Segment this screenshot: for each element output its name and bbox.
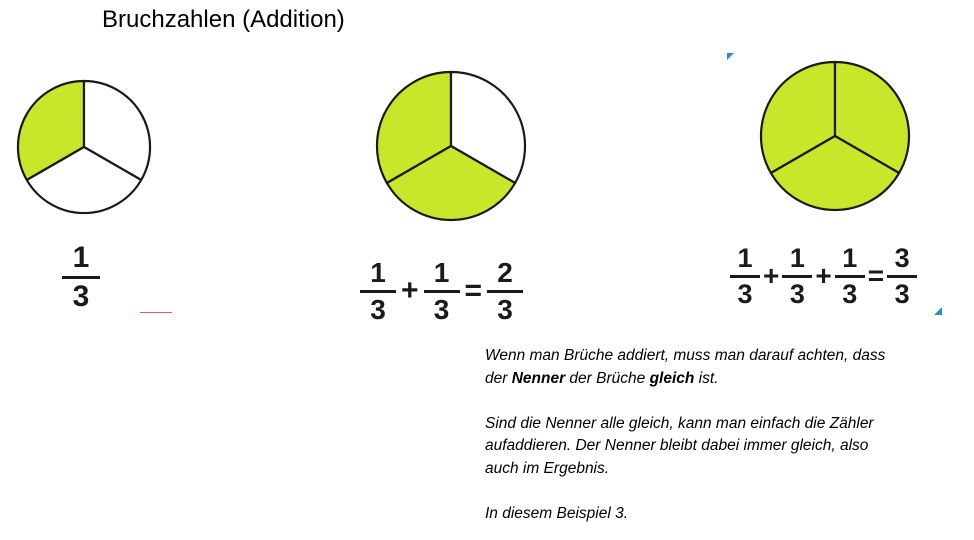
denominator: 3 bbox=[894, 278, 910, 309]
red-mark-line bbox=[140, 312, 172, 313]
equation-two-thirds bbox=[360, 259, 523, 324]
emphasis-gleich: gleich bbox=[649, 369, 695, 387]
explanation-paragraph-3: In diesem Beispiel 3. bbox=[485, 504, 629, 522]
numerator: 2 bbox=[497, 257, 513, 288]
text-run: Wenn man Brüche addiert, muss man darauf achten, dass der bbox=[485, 347, 886, 387]
fraction-bar bbox=[835, 275, 865, 278]
pie-two-thirds bbox=[374, 68, 528, 224]
corner-mark-bottom-right bbox=[934, 307, 942, 315]
result-fraction bbox=[887, 245, 917, 308]
explanation-paragraph-1 bbox=[485, 345, 905, 390]
corner-mark-top-left bbox=[727, 53, 734, 60]
explanation-text bbox=[485, 345, 905, 525]
numerator: 1 bbox=[789, 243, 805, 273]
denominator: 3 bbox=[737, 278, 753, 309]
plus-sign: + bbox=[401, 274, 419, 308]
fraction-one-third bbox=[62, 243, 100, 312]
plus-sign: + bbox=[763, 260, 780, 292]
fraction-bar bbox=[360, 290, 396, 293]
term-fraction bbox=[360, 259, 396, 324]
fraction-bar bbox=[782, 275, 812, 278]
equals-sign: = bbox=[867, 260, 885, 292]
emphasis-nenner: Nenner bbox=[511, 369, 566, 387]
fraction-bar bbox=[424, 290, 460, 293]
denominator: 3 bbox=[370, 293, 386, 325]
numerator: 1 bbox=[433, 257, 450, 288]
term-fraction bbox=[835, 245, 865, 308]
plus-sign: + bbox=[815, 260, 832, 292]
numerator: 3 bbox=[894, 243, 910, 273]
numerator: 1 bbox=[737, 243, 753, 273]
fraction-bar bbox=[730, 275, 760, 278]
numerator: 1 bbox=[72, 241, 90, 274]
denominator: 3 bbox=[497, 293, 513, 325]
term-fraction bbox=[782, 245, 812, 308]
denominator: 3 bbox=[789, 278, 805, 309]
numerator: 1 bbox=[842, 243, 858, 273]
term-fraction bbox=[730, 245, 760, 308]
pie-one-third bbox=[12, 79, 156, 215]
fraction-bar bbox=[887, 275, 917, 278]
text-run: ist. bbox=[694, 369, 719, 387]
result-fraction bbox=[487, 259, 523, 324]
fraction-bar bbox=[62, 276, 100, 279]
fraction-block-1 bbox=[62, 243, 100, 312]
equals-sign: = bbox=[464, 274, 483, 308]
denominator: 3 bbox=[433, 293, 450, 325]
slide-title: Bruchzahlen (Addition) bbox=[102, 6, 345, 33]
pie-three-thirds bbox=[758, 60, 912, 212]
denominator: 3 bbox=[842, 278, 858, 309]
numerator: 1 bbox=[370, 257, 386, 288]
term-fraction bbox=[424, 259, 460, 324]
denominator: 3 bbox=[72, 279, 90, 313]
fraction-bar bbox=[487, 290, 523, 293]
text-run: der Brüche bbox=[565, 369, 650, 387]
explanation-paragraph-2: Sind die Nenner alle gleich, kann man einfach die Zähler aufaddieren. Der Nenner bleibt dabei immer gleich, also auch im Ergebnis. bbox=[485, 414, 874, 477]
equation-three-thirds bbox=[730, 245, 917, 308]
